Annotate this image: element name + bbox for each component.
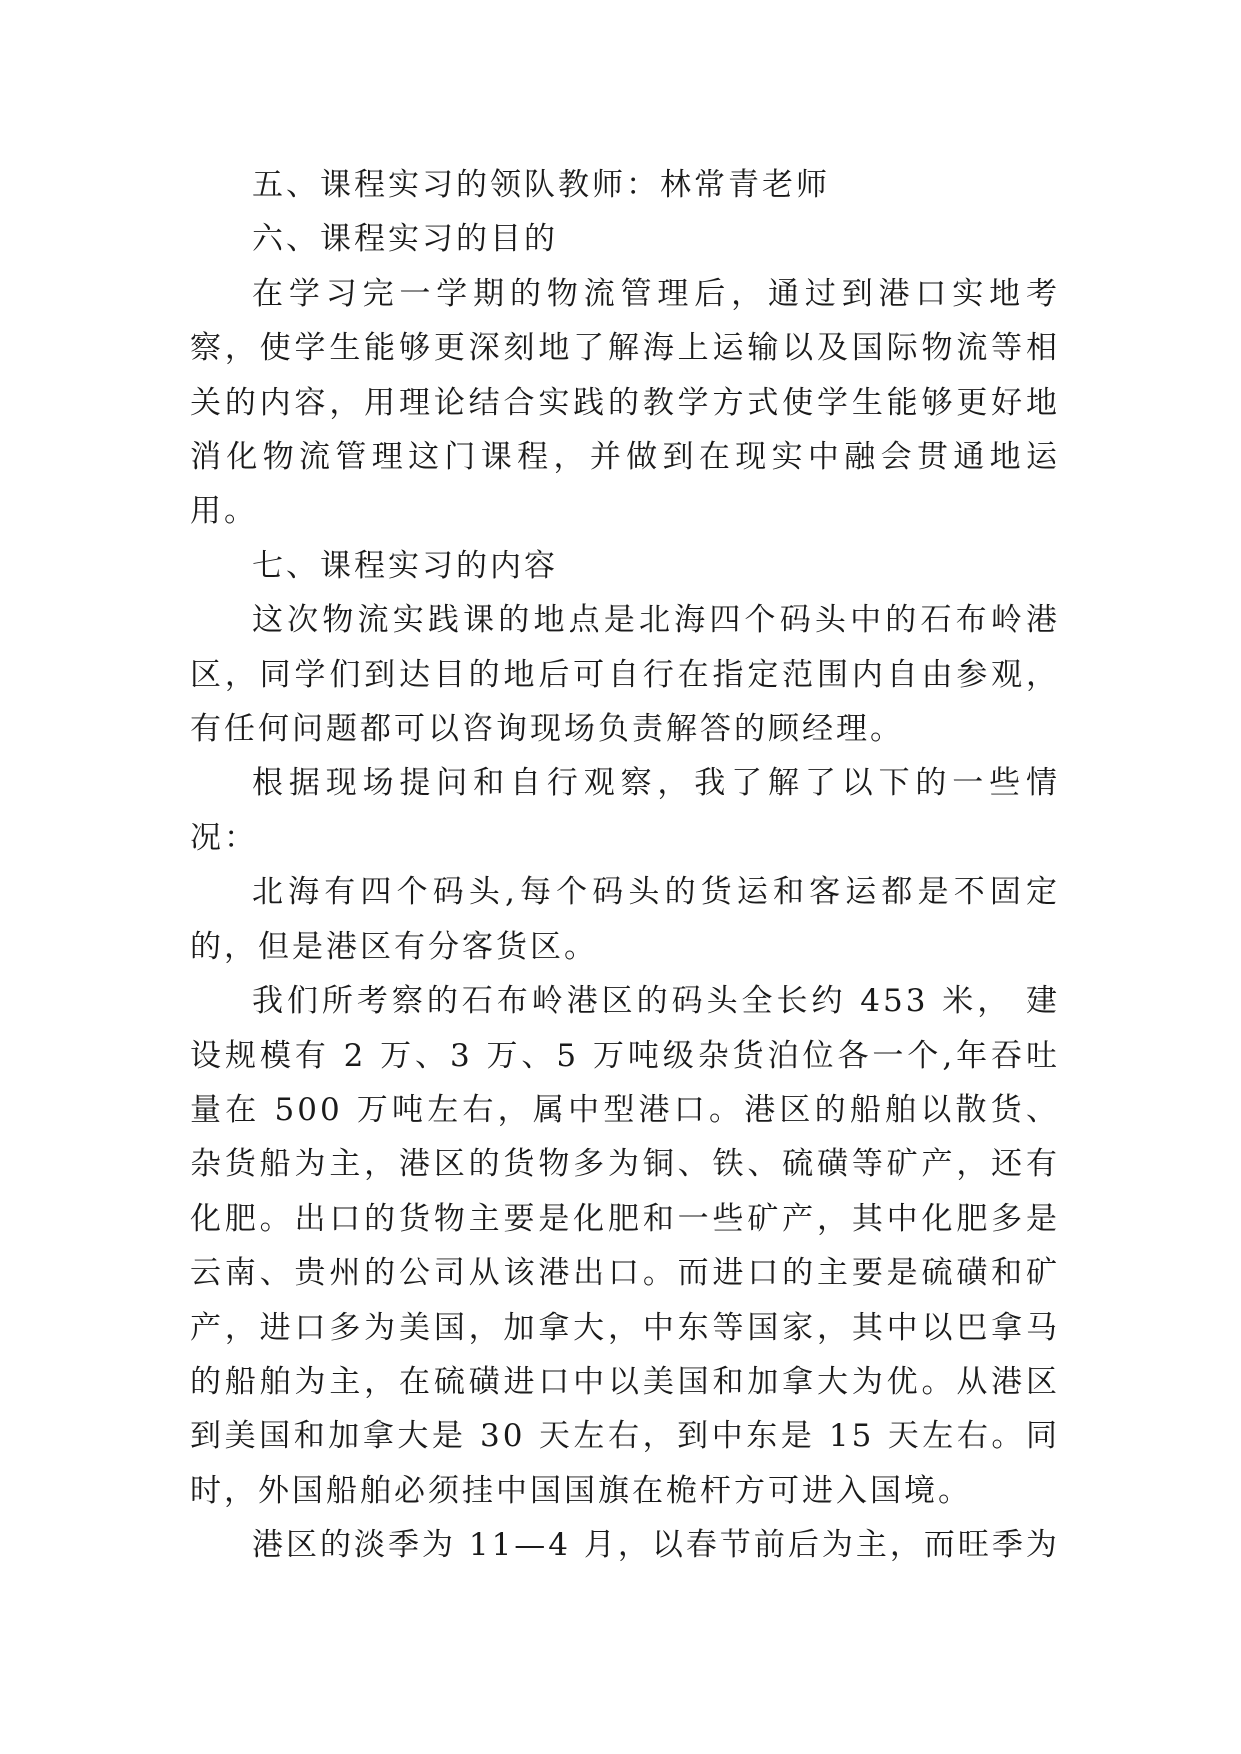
paragraph-port-details: 我们所考察的石布岭港区的码头全长约 453 米， 建设规模有 2 万、3 万、5 万吨级杂货泊位各一个,年吞吐量在 500 万吨左右，属中型港口。港区的船舶以散货、杂货船为主，港区的货物多为铜、铁、硫磺等矿产，还有化肥。出口的货物主要是化肥和一些矿产，其中化肥多是云南、贵州的公司从该港出口。而进口的主要是硫磺和矿产，进口多为美国，加拿大，中东等国家，其中以巴拿马的船舶为主，在硫磺进口中以美国和加拿大为优。从港区到美国和加拿大是 30 天左右，到中东是 15 天左右。同时，外国船舶必须挂中国国旗在桅杆方可进入国境。 (190, 983, 1060, 1509)
heading-purpose: 六、课程实习的目的 (252, 221, 558, 258)
paragraph-location: 这次物流实践课的地点是北海四个码头中的石布岭港区，同学们到达目的地后可自行在指定范围内自由参观，有任何问题都可以咨询现场负责解答的顾经理。 (190, 602, 1060, 748)
heading-content: 七、课程实习的内容 (252, 547, 558, 584)
paragraph-season: 港区的淡季为 11—4 月，以春节前后为主，而旺季为 (252, 1527, 1060, 1564)
document-body (190, 158, 1060, 1573)
heading-team-leader: 五、课程实习的领队教师：林常青老师 (252, 167, 830, 203)
paragraph-intro: 根据现场提问和自行观察，我了解了以下的一些情况： (190, 765, 1060, 856)
paragraph-docks: 北海有四个码头,每个码头的货运和客运都是不固定的，但是港区有分客货区。 (190, 874, 1060, 965)
paragraph-purpose: 在学习完一学期的物流管理后，通过到港口实地考察，使学生能够更深刻地了解海上运输以及国际物流等相关的内容，用理论结合实践的教学方式使学生能够更好地消化物流管理这门课程，并做到在现实中融会贯通地运用。 (190, 275, 1060, 530)
